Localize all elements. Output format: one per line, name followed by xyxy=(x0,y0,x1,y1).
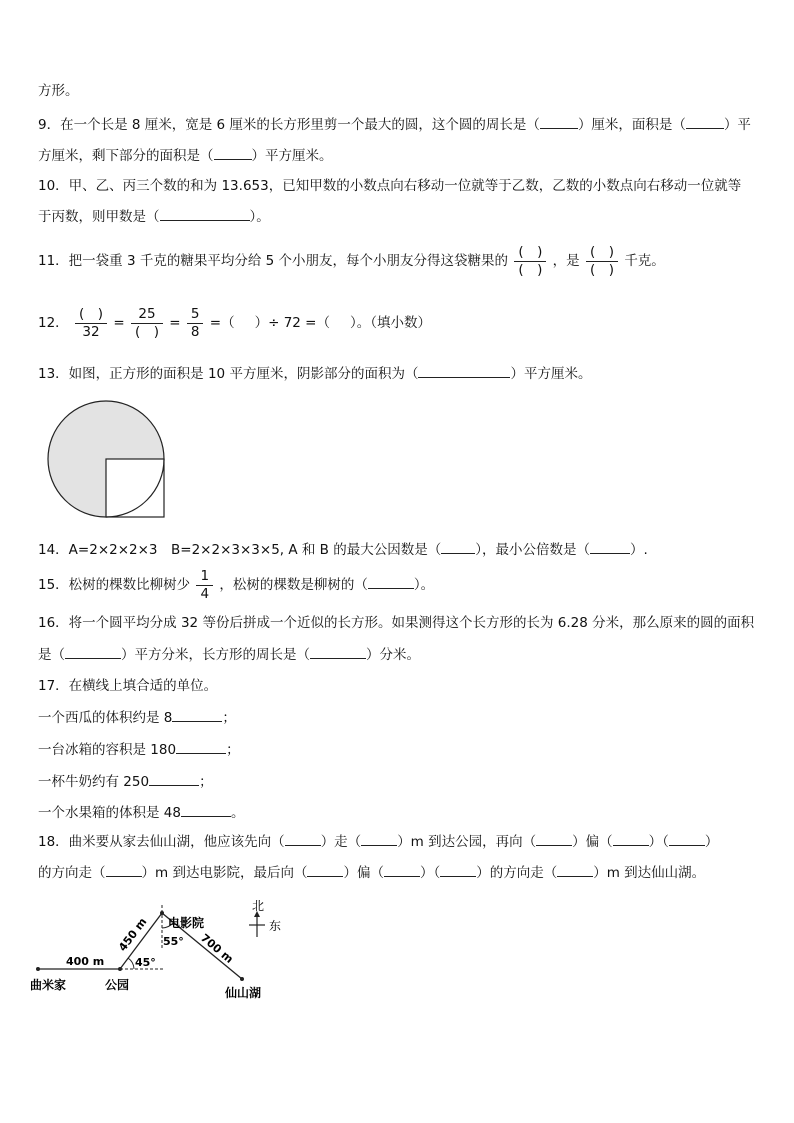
answer-blank[interactable] xyxy=(160,207,250,221)
lake-label: 仙山湖 xyxy=(225,986,262,1000)
question-10-line2: 于丙数，则甲数是（ ）。 xyxy=(38,209,270,225)
fraction-25-blank[interactable]: $\frac{25}{( )}$ xyxy=(131,306,163,341)
distance-400-label: 400 m xyxy=(66,955,105,968)
fraction-blank[interactable]: $\frac{( )}{32}$ xyxy=(75,306,107,341)
distance-450-label: 450 m xyxy=(116,915,150,954)
answer-blank[interactable] xyxy=(172,708,222,722)
route-map xyxy=(30,895,300,1010)
answer-blank[interactable] xyxy=(669,832,705,846)
question-18-line1: 18．曲米要从家去仙山湖，他应该先向（ ）走（ ）m 到达公园，再向（ ）偏（ ）（ ） xyxy=(38,834,719,850)
question-18-line2: 的方向走（ ）m 到达电影院，最后向（ ）偏（ ）（ ）的方向走（ ）m 到达仙山湖。 xyxy=(38,865,706,881)
answer-blank[interactable] xyxy=(214,146,252,160)
answer-blank[interactable] xyxy=(686,115,724,129)
question-9-line2: 方厘米，剩下部分的面积是（ ）平方厘米。 xyxy=(38,148,333,164)
answer-blank[interactable] xyxy=(613,832,649,846)
answer-blank[interactable] xyxy=(440,863,476,877)
north-label: 北 xyxy=(252,899,265,913)
answer-blank[interactable] xyxy=(418,364,510,378)
question-9-line1: 9．在一个长是 8 厘米，宽是 6 厘米的长方形里剪一个最大的圆，这个圆的周长是（ ）厘米，面积是（ ）平 xyxy=(38,117,751,133)
fraction-blank[interactable]: $\frac{( )}{( )}$ xyxy=(586,244,618,279)
angle-55-label: 55° xyxy=(163,935,184,948)
home-point xyxy=(36,967,40,971)
answer-blank[interactable] xyxy=(106,863,142,877)
answer-blank[interactable] xyxy=(285,832,321,846)
angle-arc-45 xyxy=(128,958,134,969)
angle-45-label: 45° xyxy=(135,956,156,969)
square xyxy=(106,459,164,517)
park-point xyxy=(118,967,122,971)
circle-square-figure xyxy=(44,400,169,522)
answer-blank[interactable] xyxy=(149,772,199,786)
question-10-line1: 10．甲、乙、丙三个数的和为 13.653，已知甲数的小数点向右移动一位就等于乙数，乙数的小数点向右移动一位就等 xyxy=(38,178,742,194)
question-12: 12． $\frac{( )}{32}$ = $\frac{25}{( )}$ = $\frac{5}{8}$ =（ ）÷ 72 =（ ）。（填小数） xyxy=(38,305,431,340)
question-17-item4: 一个水果箱的体积是 48 。 xyxy=(38,805,245,821)
question-17-item1: 一个西瓜的体积约是 8 ； xyxy=(38,710,236,726)
question-13: 13．如图，正方形的面积是 10 平方厘米，阴影部分的面积为（ ）平方厘米。 xyxy=(38,366,592,382)
question-14: 14．A=2×2×2×3 B=2×2×3×3×5, A 和 B 的最大公因数是（ ），最小公倍数是（ ）. xyxy=(38,542,648,558)
continued-text: 方形。 xyxy=(38,83,79,99)
question-17-item3: 一杯牛奶约有 250 ； xyxy=(38,774,213,790)
question-15: 15．松树的棵数比柳树少 $\frac{1}{4}$ ，松树的棵数是柳树的（ ）。 xyxy=(38,567,435,602)
answer-blank[interactable] xyxy=(181,803,231,817)
question-16-line1: 16．将一个圆平均分成 32 等份后拼成一个近似的长方形。如果测得这个长方形的长为 6.28 分米，那么原来的圆的面积 xyxy=(38,615,755,631)
answer-blank[interactable] xyxy=(65,645,121,659)
answer-blank[interactable] xyxy=(590,540,630,554)
answer-blank[interactable] xyxy=(307,863,343,877)
answer-blank[interactable] xyxy=(384,863,420,877)
east-label: 东 xyxy=(269,919,282,933)
answer-blank[interactable] xyxy=(536,832,572,846)
answer-blank[interactable] xyxy=(441,540,475,554)
fraction-blank[interactable]: $\frac{( )}{( )}$ xyxy=(514,244,546,279)
answer-blank[interactable] xyxy=(176,740,226,754)
question-16-line2: 是（ ）平方分米，长方形的周长是（ ）分米。 xyxy=(38,647,420,663)
lake-point xyxy=(240,977,244,981)
park-label: 公园 xyxy=(105,978,130,992)
answer-blank[interactable] xyxy=(557,863,593,877)
answer-blank[interactable] xyxy=(368,575,414,589)
cinema-label: 电影院 xyxy=(168,916,205,930)
fraction-1-4: $\frac{1}{4}$ xyxy=(196,568,213,603)
question-17: 17．在横线上填合适的单位。 xyxy=(38,678,218,694)
question-11: 11．把一袋重 3 千克的糖果平均分给 5 个小朋友，每个小朋友分得这袋糖果的 $\frac{( )}{( )}$ ，是 $\frac{( )}{( )}$ 千克。 xyxy=(38,243,665,278)
distance-700-label: 700 m xyxy=(198,931,236,966)
answer-blank[interactable] xyxy=(540,115,578,129)
fraction-5-8: $\frac{5}{8}$ xyxy=(187,306,204,341)
answer-blank[interactable] xyxy=(310,645,366,659)
compass-icon xyxy=(249,911,265,937)
home-label: 曲米家 xyxy=(30,978,67,992)
question-17-item2: 一台冰箱的容积是 180 ； xyxy=(38,742,240,758)
answer-blank[interactable] xyxy=(361,832,397,846)
cinema-point xyxy=(160,911,164,915)
